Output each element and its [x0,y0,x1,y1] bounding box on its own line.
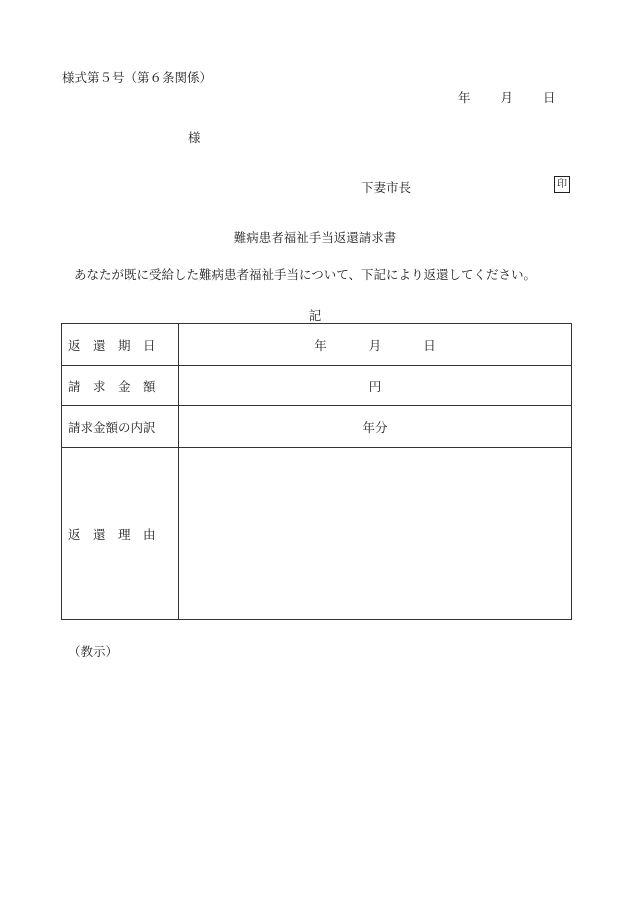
table-row [62,366,572,406]
return-date-month: 月 [368,337,382,353]
table-row [62,324,572,366]
ki-label: 記 [308,308,322,323]
row-label-amount-breakdown: 請求金額の内訳 [62,406,179,448]
footer-kyoji: （教示） [68,644,119,659]
return-date-year: 年 [314,337,327,353]
row-value-amount[interactable]: 円 [179,366,572,406]
row-value-amount-breakdown[interactable]: 年分 [179,406,572,448]
issuer-name: 下妻市長 [361,180,412,195]
body-text: あなたが既に受給した難病患者福祉手当について、下記により返還してください。 [74,267,537,282]
date-day-label: 日 [543,90,556,105]
table-row [62,448,572,620]
return-request-table [61,323,572,620]
form-number: 様式第５号（第６条関係） [62,70,213,85]
row-value-return-date[interactable] [179,324,572,366]
table-row [62,406,572,448]
return-date-day: 日 [423,337,436,353]
row-label-amount: 請 求 金 額 [62,366,179,406]
date-month-label: 月 [500,90,514,105]
addressee-suffix: 様 [188,130,201,145]
seal-mark: 印 [554,176,570,193]
date-year-label: 年 [458,90,471,105]
row-label-return-date: 返 還 期 日 [62,324,179,366]
row-label-return-reason: 返 還 理 由 [62,448,179,620]
date-line [458,88,556,106]
document-title: 難病患者福祉手当返還請求書 [233,230,397,245]
row-value-return-reason[interactable] [179,448,572,620]
